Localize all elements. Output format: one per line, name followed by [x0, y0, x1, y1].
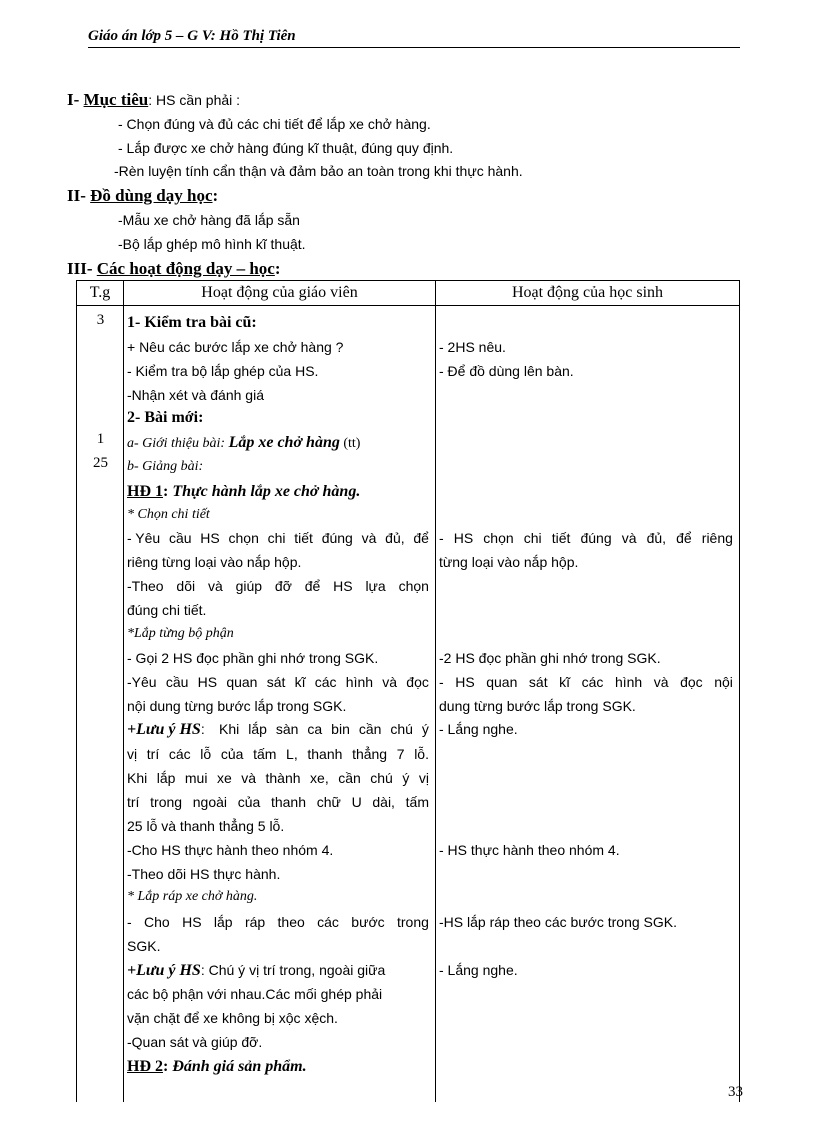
word: sát	[266, 674, 286, 690]
word: hình	[345, 674, 374, 690]
student-line: - HS thực hành theo nhóm 4.	[439, 842, 620, 858]
word: vị	[127, 746, 138, 762]
word: chi	[523, 530, 542, 546]
word: bin	[331, 721, 350, 737]
word: xe	[216, 770, 232, 786]
word: theo	[277, 914, 305, 930]
teacher-line: 1- Kiểm tra bài cũ:	[127, 314, 257, 331]
word: và	[361, 530, 377, 546]
teacher-line: đúng chi tiết.	[127, 602, 207, 618]
word: tấm	[253, 746, 277, 762]
teacher-line: + Nêu các bước lắp xe chở hàng ?	[127, 339, 344, 355]
word: chữ	[316, 794, 341, 810]
teacher-line: * Chọn chi tiết	[127, 507, 210, 522]
word: đọc	[680, 674, 703, 690]
material-item: -Bộ lắp ghép mô hình kĩ thuật.	[118, 236, 306, 252]
word: HS	[455, 674, 475, 690]
word: đọc	[406, 674, 429, 690]
time-column	[77, 306, 124, 1103]
teacher-line: +Lưu ý HS: Chú ý vị trí trong, ngoài giữa	[127, 962, 386, 979]
teacher-line: - Kiểm tra bộ lắp ghép của HS.	[127, 363, 319, 379]
activities-heading: III- Các hoạt động dạy – học:	[67, 259, 281, 278]
table-header-row	[77, 281, 740, 306]
word: trong	[397, 914, 429, 930]
teacher-line	[127, 578, 429, 594]
teacher-line: 25 lỗ và thanh thẳng 5 lỗ.	[127, 818, 285, 834]
student-line: dung từng bước lắp trong SGK.	[439, 698, 636, 714]
teacher-line: +Lưu ý HS: Khi lắp sàn ca bin cần chú ý	[127, 721, 429, 738]
word: lỗ.	[414, 746, 429, 762]
word: dõi	[176, 578, 196, 594]
teacher-line	[127, 794, 429, 810]
word: đủ,	[646, 530, 667, 546]
word: và	[207, 578, 223, 594]
word: để	[676, 530, 692, 546]
teacher-line: SGK.	[127, 938, 161, 954]
word: quan	[226, 674, 258, 690]
teacher-line: 2- Bài mới:	[127, 409, 204, 426]
teacher-line: *Lắp từng bộ phận	[127, 626, 234, 641]
student-line	[439, 530, 733, 546]
word: của	[220, 746, 244, 762]
header-teacher: Hoạt động của giáo viên	[124, 281, 436, 306]
word: ráp	[244, 914, 266, 930]
header-time: T.g	[77, 281, 124, 306]
teacher-line: - Gọi 2 HS đọc phần ghi nhớ trong SGK.	[127, 650, 379, 666]
word: bước	[351, 914, 385, 930]
teacher-line: -Nhận xét và đánh giá	[127, 387, 264, 403]
student-line: - Lắng nghe.	[439, 721, 518, 737]
word: sàn	[275, 721, 299, 737]
teacher-line: -Quan sát và giúp đỡ.	[127, 1034, 263, 1050]
word: các	[581, 674, 604, 690]
teacher-line: nội dung từng bước lắp trong SGK.	[127, 698, 347, 714]
word: hình	[614, 674, 643, 690]
word: Khi	[219, 721, 240, 737]
word: thành	[265, 770, 301, 786]
header-student: Hoạt động của học sinh	[436, 281, 740, 306]
word: các	[168, 746, 191, 762]
word: -	[127, 914, 132, 930]
page-header: Giáo án lớp 5 – G V: Hồ Thị Tiên	[88, 28, 740, 48]
word: U	[351, 794, 362, 810]
word: HS	[197, 674, 218, 690]
word: chi	[267, 530, 286, 546]
time-mark: 25	[93, 455, 108, 471]
student-line: -HS lắp ráp theo các bước trong SGK.	[439, 914, 677, 930]
student-line: từng loại vào nắp hộp.	[439, 554, 579, 570]
word: xe,	[310, 770, 329, 786]
word: giúp	[235, 578, 263, 594]
word: đủ,	[385, 530, 405, 546]
word: chọn	[228, 530, 259, 546]
word: các	[317, 914, 339, 930]
teacher-line: HĐ 2: Đánh giá sản phẩm.	[127, 1058, 307, 1075]
teacher-line	[127, 674, 429, 690]
word: nội	[714, 674, 733, 690]
word: lắp	[248, 721, 267, 737]
word: chọn	[398, 578, 429, 594]
student-line: - Lắng nghe.	[439, 962, 518, 978]
word: ca	[307, 721, 323, 737]
objective-item: - Chọn đúng và đủ các chi tiết để lắp xe chở hàng.	[118, 116, 431, 132]
word: trí	[127, 794, 140, 810]
word: - Yêu	[127, 530, 161, 546]
word: và	[382, 674, 398, 690]
teacher-line	[127, 746, 429, 762]
student-line: - Để đồ dùng lên bàn.	[439, 363, 574, 379]
student-column	[436, 306, 740, 1103]
word: ý	[421, 721, 429, 737]
word: vị	[418, 770, 429, 786]
word: kĩ	[559, 674, 571, 690]
word: chú	[370, 770, 393, 786]
word: dài,	[372, 794, 395, 810]
word: đúng	[580, 530, 612, 546]
word: và	[653, 674, 669, 690]
word: -Theo	[127, 578, 164, 594]
teacher-column	[124, 306, 436, 1103]
word: ngoài	[192, 794, 228, 810]
teacher-line	[127, 914, 429, 930]
time-mark: 1	[96, 431, 105, 447]
word: cần	[338, 770, 361, 786]
word: Cho	[144, 914, 170, 930]
word: các	[314, 674, 337, 690]
teacher-line	[127, 530, 429, 546]
teacher-line: các bộ phận với nhau.Các mối ghép phải	[127, 986, 383, 1002]
teacher-line: vặn chặt để xe không bị xộc xệch.	[127, 1010, 338, 1026]
lesson-table	[76, 280, 740, 1102]
word: ý	[402, 770, 410, 786]
student-line: -2 HS đọc phần ghi nhớ trong SGK.	[439, 650, 661, 666]
teacher-line	[127, 770, 429, 786]
teacher-line: -Cho HS thực hành theo nhóm 4.	[127, 842, 334, 858]
word: -Yêu	[127, 674, 157, 690]
materials-heading: II- Đồ dùng dạy học:	[67, 186, 219, 205]
student-line: - 2HS nêu.	[439, 339, 506, 355]
word: HS	[200, 530, 220, 546]
word: cầu	[168, 530, 192, 546]
word: đúng	[321, 530, 353, 546]
word: lựa	[365, 578, 386, 594]
teacher-line: b- Giảng bài:	[127, 459, 204, 474]
objective-item: -Rèn luyện tính cẩn thận và đảm bảo an toàn trong khi thực hành.	[114, 163, 523, 179]
word: HS	[182, 914, 202, 930]
word: cầu	[165, 674, 189, 690]
word: L,	[286, 746, 298, 762]
word: để	[413, 530, 429, 546]
word: lỗ	[200, 746, 212, 762]
word: tiết	[294, 530, 313, 546]
word: Khi	[127, 770, 148, 786]
time-mark: 3	[96, 312, 105, 328]
word: của	[237, 794, 261, 810]
word: và	[621, 530, 637, 546]
word: quan	[486, 674, 518, 690]
word: tấm	[405, 794, 429, 810]
teacher-line: HĐ 1: Thực hành lắp xe chở hàng.	[127, 483, 361, 500]
table-body-row	[77, 306, 740, 1103]
teacher-line: * Lắp ráp xe chở hàng.	[127, 889, 258, 904]
word: đỡ	[274, 578, 292, 594]
word: -	[439, 674, 444, 690]
word: lắp	[213, 914, 233, 930]
material-item: -Mẫu xe chở hàng đã lắp sẵn	[118, 212, 300, 228]
teacher-line: a- Giới thiệu bài: Lắp xe chở hàng (tt)	[127, 434, 361, 451]
objective-item: - Lắp được xe chở hàng đúng kĩ thuật, đúng quy định.	[118, 140, 454, 156]
word: và	[241, 770, 257, 786]
word: tiết	[551, 530, 571, 546]
word: thanh	[307, 746, 343, 762]
word: mui	[184, 770, 208, 786]
teacher-line: -Theo dõi HS thực hành.	[127, 866, 281, 882]
objectives-heading: I- Mục tiêu: HS cần phải :	[67, 90, 241, 109]
word: riêng	[701, 530, 733, 546]
student-line	[439, 674, 733, 690]
word: HS	[333, 578, 353, 594]
word: trí	[146, 746, 160, 762]
word: thẳng	[352, 746, 388, 762]
word: 7	[396, 746, 405, 762]
word: sát	[528, 674, 548, 690]
word: HS	[453, 530, 474, 546]
word: lắp	[156, 770, 176, 786]
word: kĩ	[294, 674, 306, 690]
word: thanh	[270, 794, 307, 810]
word: chọn	[483, 530, 514, 546]
word: chú	[390, 721, 413, 737]
word: để	[304, 578, 321, 594]
word: trong	[150, 794, 183, 810]
page-number: 33	[728, 1084, 743, 1100]
teacher-line: riêng từng loại vào nắp hộp.	[127, 554, 302, 570]
word: cần	[358, 721, 382, 737]
word: -	[439, 530, 444, 546]
